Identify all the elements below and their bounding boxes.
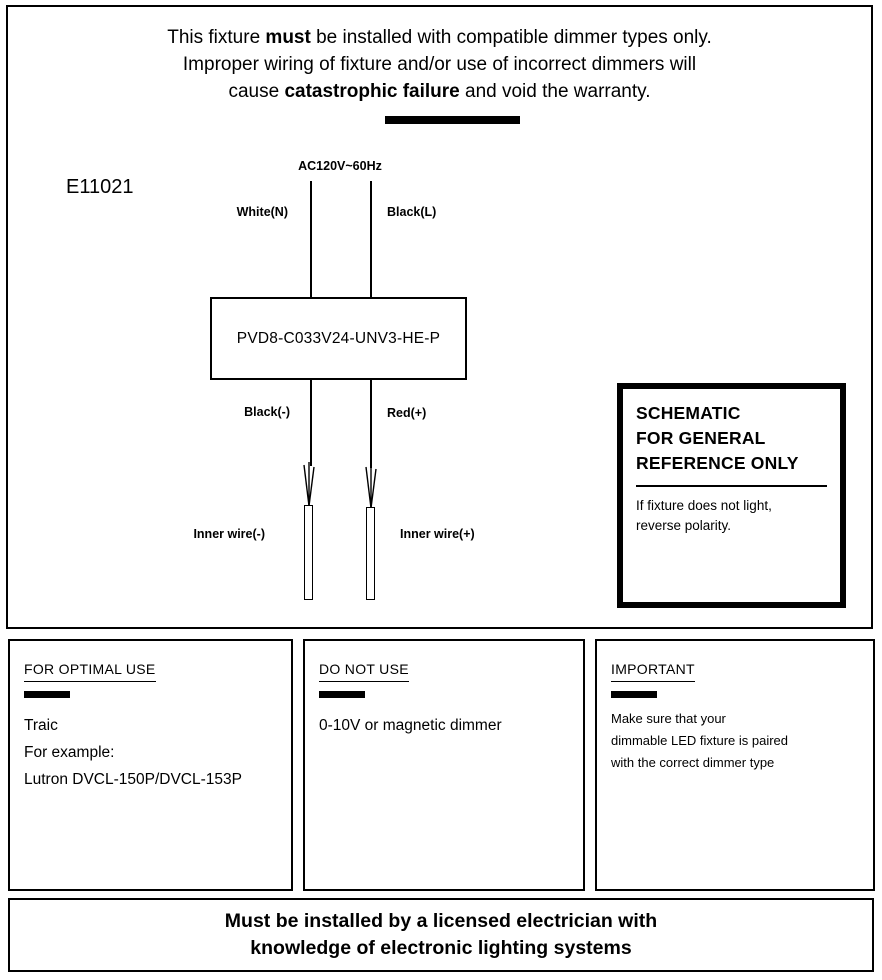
divider-bar (385, 116, 520, 124)
warning-line-2: Improper wiring of fixture and/or use of incorrect dimmers will (182, 54, 697, 75)
driver-model-label: PVD8-C033V24-UNV3-HE-P (236, 329, 441, 347)
wire-strands-left-icon (301, 462, 317, 506)
warning-line-1-post: be installed with compatible dimmer types only. (310, 27, 712, 48)
schematic-note-title-line-3: REFERENCE ONLY (636, 453, 799, 473)
warning-line-1-bold: must (265, 27, 311, 48)
schematic-note-body-line-1: If fixture does not light, (636, 498, 772, 513)
panel-optimal-use-line-3: Lutron DVCL-150P/DVCL-153P (24, 771, 242, 788)
inner-wire-positive-label: Inner wire(+) (400, 527, 475, 541)
electrician-notice-line-2: knowledge of electronic lighting systems (250, 937, 632, 959)
input-wire-right (370, 181, 372, 297)
ac-power-label: AC120V~60Hz (298, 159, 382, 173)
warning-line-3-pre: cause (228, 81, 285, 102)
panel-important (595, 639, 875, 891)
driver-box (210, 297, 467, 380)
panel-optimal-use-heading: FOR OPTIMAL USE (24, 661, 156, 682)
warning-line-1 (6, 24, 873, 51)
input-wire-left (310, 181, 312, 297)
panel-important-bar (611, 691, 657, 698)
panel-important-heading: IMPORTANT (611, 661, 695, 682)
panel-optimal-use-body (24, 712, 277, 793)
panel-important-line-2: dimmable LED fixture is paired (611, 733, 789, 748)
inner-wire-body-right (366, 507, 375, 600)
schematic-note-box (617, 383, 846, 608)
panel-do-not-use-bar (319, 691, 365, 698)
panel-optimal-use-bar (24, 691, 70, 698)
inner-wire-negative-label: Inner wire(-) (193, 527, 265, 541)
panel-optimal-use (8, 639, 293, 891)
panel-important-line-1: Make sure that your (611, 711, 726, 726)
panel-important-line-3: with the correct dimmer type (611, 755, 775, 770)
warning-line-1-pre: This fixture (167, 27, 266, 48)
output-wire-left (310, 380, 312, 466)
model-number: E11021 (66, 176, 134, 198)
schematic-note-separator (636, 485, 827, 487)
warning-line-3-bold: catastrophic failure (284, 81, 460, 102)
panel-important-body (611, 708, 859, 774)
schematic-note-title-line-1: SCHEMATIC (636, 403, 741, 423)
output-red-positive-label: Red(+) (387, 406, 427, 420)
warning-line-3-post: and void the warranty. (459, 81, 651, 102)
panel-do-not-use (303, 639, 585, 891)
input-black-line-label: Black(L) (387, 205, 437, 219)
panel-optimal-use-line-1: Traic (24, 717, 58, 734)
panel-do-not-use-body (319, 712, 569, 739)
schematic-note-body-line-2: reverse polarity. (636, 518, 732, 533)
output-wire-right (370, 380, 372, 468)
panel-do-not-use-line-1: 0-10V or magnetic dimmer (319, 717, 502, 734)
wire-strands-right-icon (363, 464, 379, 508)
warning-text (6, 24, 873, 105)
input-white-neutral-label: White(N) (236, 205, 288, 219)
electrician-notice (8, 898, 874, 972)
inner-wire-body-left (304, 505, 313, 600)
output-black-negative-label: Black(-) (244, 405, 290, 419)
warning-line-3 (6, 78, 873, 105)
electrician-notice-line-1: Must be installed by a licensed electrician with (224, 910, 658, 932)
schematic-note-title-line-2: FOR GENERAL (636, 428, 766, 448)
panel-optimal-use-line-2: For example: (24, 744, 115, 761)
panel-do-not-use-heading: DO NOT USE (319, 661, 409, 682)
